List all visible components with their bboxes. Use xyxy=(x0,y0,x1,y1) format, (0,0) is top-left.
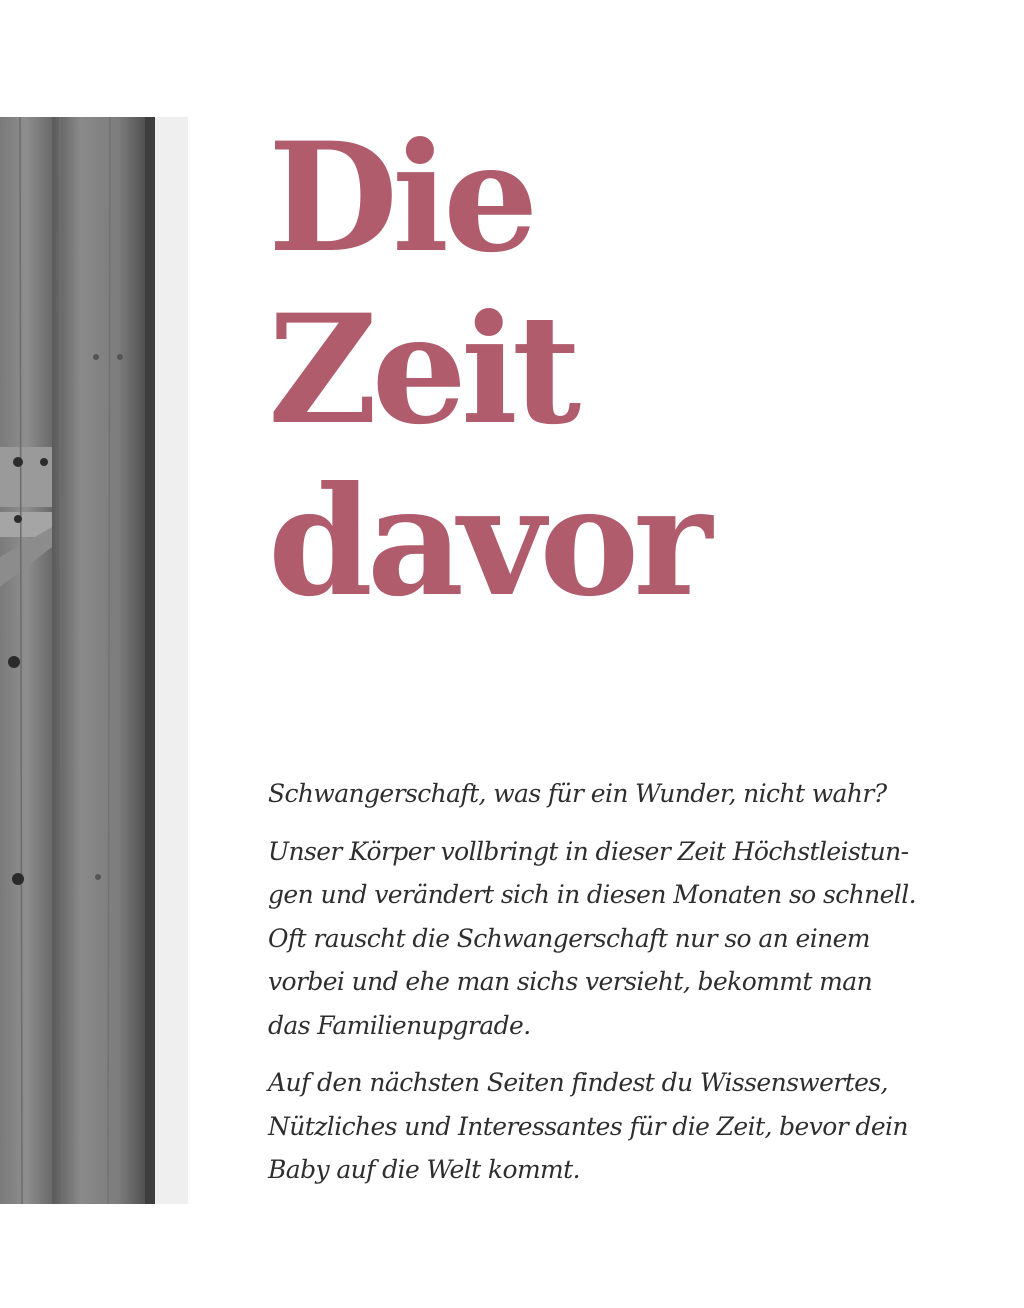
paragraph-1-line: vorbei und ehe man sichs versieht, bekommt man xyxy=(268,967,873,996)
headline-line-2: Zeit xyxy=(268,282,576,458)
wooden-door-photo xyxy=(0,117,188,1204)
wooden-door-image xyxy=(0,117,188,1204)
paragraph-1-line: Unser Körper vollbringt in dieser Zeit Höchstleistun- xyxy=(268,836,909,866)
headline-line-3: davor xyxy=(268,454,707,630)
paragraph-2 xyxy=(268,1061,918,1192)
intro-paragraph xyxy=(268,772,918,816)
paragraph-1-line: das Familienupgrade. xyxy=(268,1010,531,1040)
paragraph-2-line: Auf den nächsten Seiten findest du Wissenswertes, xyxy=(268,1068,888,1097)
paragraph-2-line: Nützliches und Interessantes für die Zeit, bevor dein xyxy=(268,1111,908,1141)
intro-line: Schwangerschaft, was für ein Wunder, nicht wahr? xyxy=(268,779,887,808)
body-text xyxy=(268,772,918,1206)
paragraph-2-line: Baby auf die Welt kommt. xyxy=(268,1155,580,1184)
page-headline xyxy=(268,112,706,628)
paragraph-1-line: gen und verändert sich in diesen Monaten so schnell. xyxy=(268,880,916,909)
headline-line-1: Die xyxy=(268,110,533,286)
paragraph-1 xyxy=(268,830,918,1048)
paragraph-1-line: Oft rauscht die Schwangerschaft nur so an einem xyxy=(268,923,870,953)
